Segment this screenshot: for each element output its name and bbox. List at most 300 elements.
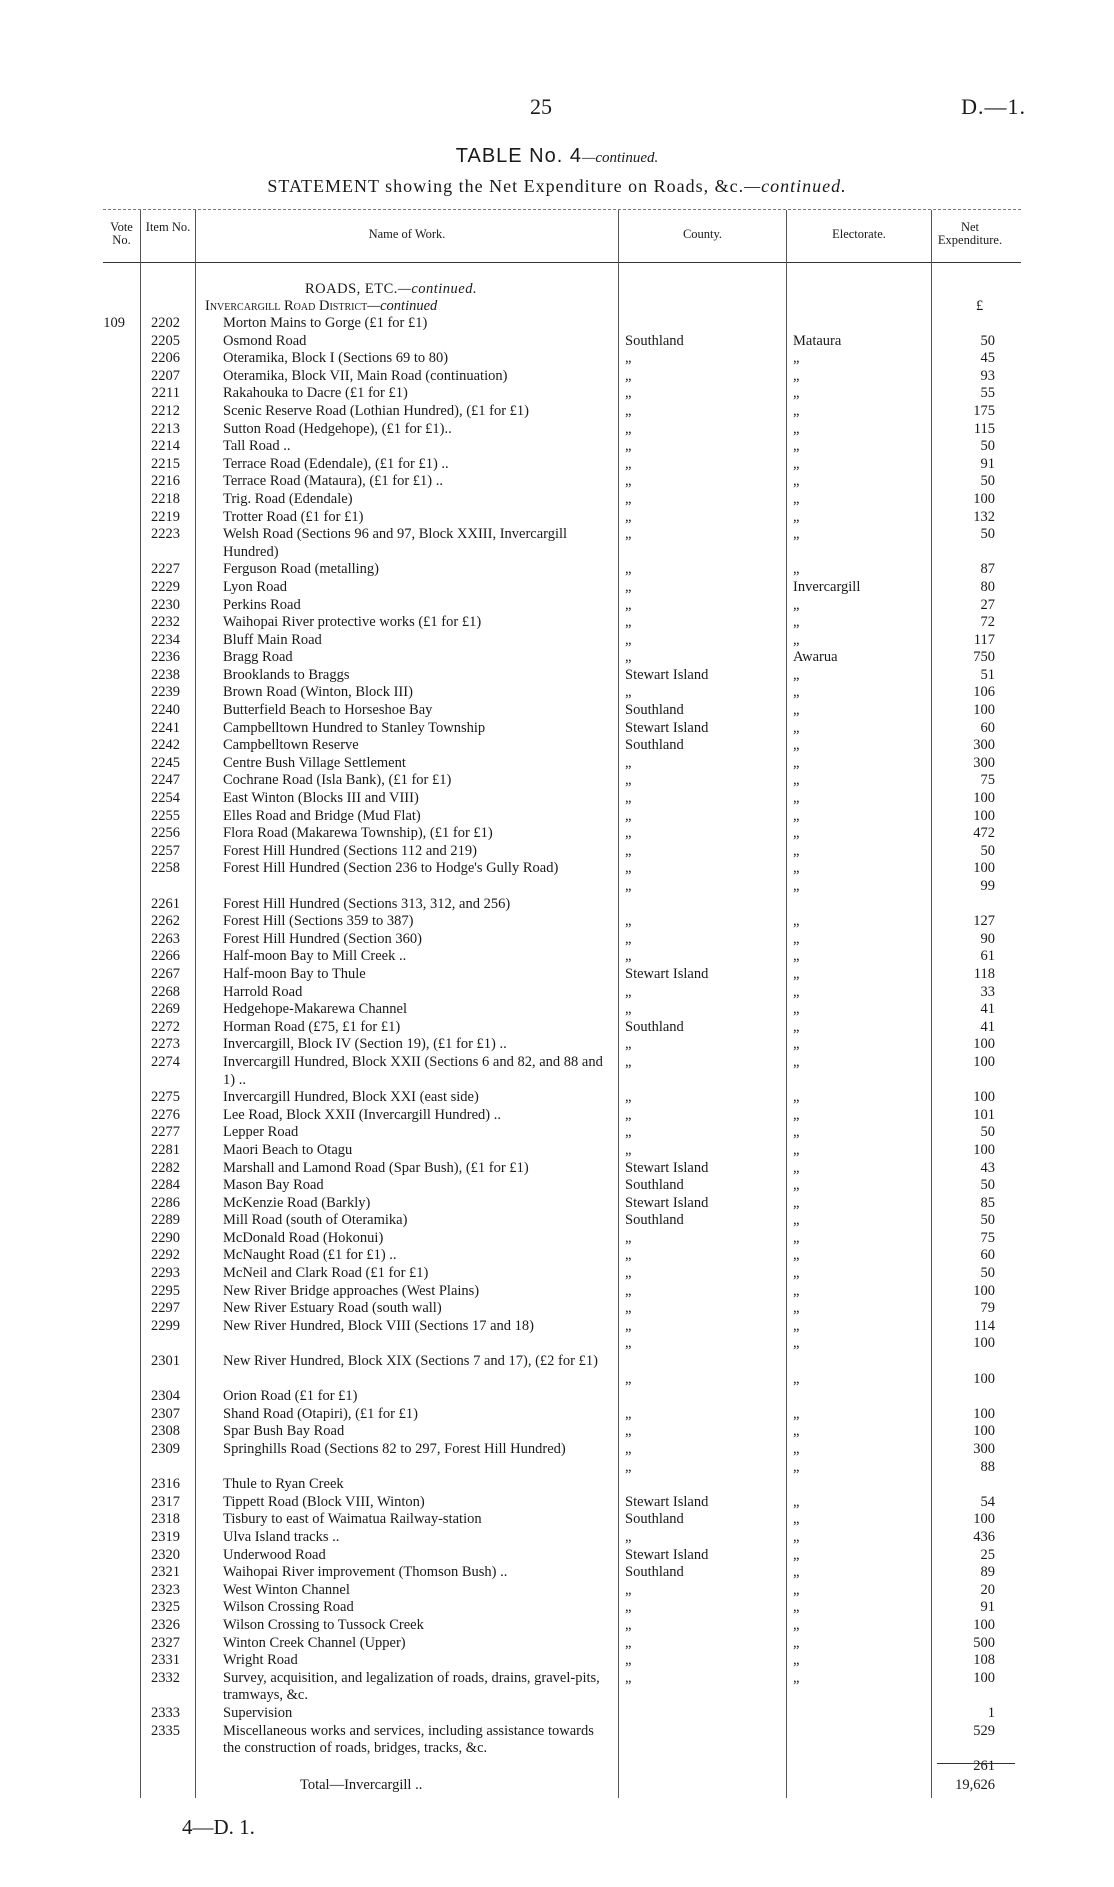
work-name-cell (223, 1283, 607, 1301)
work-name: Wilson Crossing Road (223, 1599, 357, 1615)
county: „ (625, 438, 632, 455)
electorate: „ (793, 1282, 800, 1299)
work-name: Tall Road .. (223, 438, 293, 454)
net-expenditure: 89 (980, 1564, 995, 1581)
item-number: 2318 (151, 1511, 180, 1528)
statement-cont: —continued. (744, 176, 847, 196)
work-name-cell (223, 1142, 607, 1160)
electorate: „ (793, 965, 800, 982)
work-name: Lyon Road (223, 579, 290, 595)
net-expenditure: 50 (980, 438, 995, 455)
net-expenditure: 50 (980, 332, 995, 349)
item-number: 2317 (151, 1493, 180, 1510)
county: Southland (625, 1212, 684, 1229)
work-name: Forest Hill Hundred (Sections 313, 312, and 256) (223, 896, 513, 912)
item-number: 2293 (151, 1265, 180, 1282)
work-name-cell (223, 790, 607, 808)
table-header-rule (103, 262, 1021, 263)
work-name: Hedgehope-Makarewa Channel (223, 1001, 410, 1017)
net-expenditure: 54 (980, 1493, 995, 1510)
county: „ (625, 350, 632, 367)
work-name-cell (223, 1177, 607, 1195)
work-name: Orion Road (£1 for £1) (223, 1388, 361, 1404)
work-name: New River Hundred, Block VIII (Sections 17 and 18) (223, 1318, 537, 1334)
electorate: „ (793, 1265, 800, 1282)
table-row (0, 860, 1114, 895)
net-expenditure: 300 (973, 754, 995, 771)
county: „ (625, 1599, 632, 1616)
electorate: „ (793, 508, 800, 525)
county: „ (625, 684, 632, 701)
net-expenditure: 261 (973, 1757, 995, 1774)
work-name-cell (223, 1124, 607, 1142)
county: „ (625, 1405, 632, 1422)
item-number: 2275 (151, 1089, 180, 1106)
header-name: Name of Work. (368, 227, 446, 241)
electorate: „ (793, 1229, 800, 1246)
county: „ (625, 490, 632, 507)
net-expenditure: 99 (980, 878, 995, 894)
item-number: 2229 (151, 578, 180, 595)
item-number: 2272 (151, 1018, 180, 1035)
work-name: Forest Hill (Sections 359 to 387) (223, 913, 417, 929)
electorate: „ (793, 1441, 800, 1457)
net-expenditure: 33 (980, 983, 995, 1000)
footer-reference: 4—D. 1. (182, 1815, 255, 1839)
work-name-cell (223, 1635, 607, 1653)
electorate: „ (793, 666, 800, 683)
item-number: 2332 (151, 1669, 180, 1686)
county: „ (625, 1317, 632, 1334)
table-top-rule (103, 209, 1021, 210)
county: „ (625, 473, 632, 490)
county: „ (625, 860, 632, 877)
county: Southland (625, 1511, 684, 1528)
work-name-cell (223, 526, 607, 561)
electorate: „ (793, 350, 800, 367)
net-expenditure: 175 (973, 402, 995, 419)
item-number: 2267 (151, 965, 180, 982)
county: Stewart Island (625, 1159, 709, 1176)
net-expenditure: 25 (980, 1546, 995, 1563)
work-name-cell (223, 632, 607, 650)
electorate: „ (793, 1669, 800, 1686)
net-expenditure: 100 (973, 1370, 995, 1387)
net-expenditure: 41 (980, 1018, 995, 1035)
item-number: 2274 (151, 1053, 180, 1070)
county: „ (625, 1106, 632, 1123)
work-name: Bluff Main Road (223, 632, 325, 648)
item-number: 2234 (151, 631, 180, 648)
net-expenditure: 100 (973, 790, 995, 807)
item-number: 2273 (151, 1036, 180, 1053)
work-name-cell (223, 1054, 607, 1089)
work-name: Ulva Island tracks .. (223, 1529, 342, 1545)
electorate: „ (793, 420, 800, 437)
work-name: Invercargill Hundred, Block XXII (Sections 6 and 82, and 88 and 1) .. (223, 1053, 603, 1088)
work-name: Mill Road (south of Oteramika) (223, 1212, 410, 1228)
net-expenditure: 300 (973, 737, 995, 754)
item-number: 2281 (151, 1141, 180, 1158)
county: „ (625, 1634, 632, 1651)
county: „ (625, 1265, 632, 1282)
item-number: 2238 (151, 666, 180, 683)
work-name: Maori Beach to Otagu (223, 1142, 355, 1158)
item-number: 2316 (151, 1476, 180, 1493)
work-name: Scenic Reserve Road (Lothian Hundred), (£1 for £1) (223, 403, 532, 419)
item-number: 2256 (151, 825, 180, 842)
work-name: Trig. Road (Edendale) (223, 491, 356, 507)
work-name: Invercargill, Block IV (Section 19), (£1 for £1) .. (223, 1036, 510, 1052)
electorate: „ (793, 1053, 800, 1070)
net-expenditure: 50 (980, 526, 995, 543)
county: „ (625, 807, 632, 824)
net-expenditure: 51 (980, 666, 995, 683)
electorate: „ (793, 1089, 800, 1106)
electorate: „ (793, 385, 800, 402)
county: „ (625, 1247, 632, 1264)
header-net-expenditure: Net Expenditure. (937, 220, 1003, 247)
work-name-cell (223, 561, 607, 579)
electorate: „ (793, 473, 800, 490)
electorate: „ (793, 790, 800, 807)
work-name-cell (223, 984, 607, 1002)
net-expenditure: 750 (973, 649, 995, 666)
item-number: 2331 (151, 1652, 180, 1669)
item-number: 2230 (151, 596, 180, 613)
item-number: 2284 (151, 1177, 180, 1194)
work-name-cell (223, 333, 607, 351)
net-expenditure: 61 (980, 948, 995, 965)
county: „ (625, 930, 632, 947)
document-reference: D.—1. (961, 94, 1026, 119)
work-name: Forest Hill Hundred (Sections 112 and 219) (223, 843, 480, 859)
electorate: „ (793, 367, 800, 384)
net-expenditure: 91 (980, 1599, 995, 1616)
work-name: Lepper Road (223, 1124, 301, 1140)
county: „ (625, 1036, 632, 1053)
work-name: Forest Hill Hundred (Section 236 to Hodge's Gully Road) (223, 860, 561, 876)
electorate: „ (793, 684, 800, 701)
table-title-cont: —continued. (581, 150, 659, 166)
table-title (0, 145, 1114, 168)
district-cont: —continued (367, 298, 438, 314)
county: „ (625, 1124, 632, 1141)
county: „ (625, 596, 632, 613)
net-expenditure: 87 (980, 561, 995, 578)
county: „ (625, 878, 632, 894)
net-expenditure: 60 (980, 1247, 995, 1264)
work-name: Centre Bush Village Settlement (223, 755, 409, 771)
county: „ (625, 455, 632, 472)
total-amount: 19,626 (955, 1777, 995, 1793)
item-number: 2277 (151, 1124, 180, 1141)
work-name-cell (223, 315, 607, 333)
work-name: Forest Hill Hundred (Section 360) (223, 931, 425, 947)
county: Stewart Island (625, 1546, 709, 1563)
work-name: New River Estuary Road (south wall) (223, 1300, 445, 1316)
electorate: „ (793, 614, 800, 631)
net-expenditure: 100 (973, 1036, 995, 1053)
work-name: Morton Mains to Gorge (£1 for £1) (223, 315, 430, 331)
work-name: Cochrane Road (Isla Bank), (£1 for £1) (223, 772, 454, 788)
item-number: 2295 (151, 1282, 180, 1299)
work-name: Brooklands to Braggs (223, 667, 352, 683)
electorate: „ (793, 1599, 800, 1616)
electorate: „ (793, 1212, 800, 1229)
work-name: Underwood Road (223, 1547, 329, 1563)
net-expenditure: 106 (973, 684, 995, 701)
net-expenditure: 50 (980, 1265, 995, 1282)
work-name: Ferguson Road (metalling) (223, 561, 382, 577)
net-expenditure: 436 (973, 1528, 995, 1545)
table-row (0, 1318, 1114, 1353)
work-name: Tippett Road (Block VIII, Winton) (223, 1494, 428, 1510)
county: Stewart Island (625, 965, 709, 982)
net-expenditure: 85 (980, 1194, 995, 1211)
net-expenditure: 100 (973, 807, 995, 824)
vote-number: 109 (103, 315, 125, 331)
net-expenditure: 100 (973, 702, 995, 719)
item-number: 2321 (151, 1564, 180, 1581)
net-expenditure: 529 (973, 1722, 995, 1739)
header-county: County. (682, 227, 723, 241)
work-name-cell (223, 1705, 607, 1723)
work-name: McNeil and Clark Road (£1 for £1) (223, 1265, 431, 1281)
net-expenditure: 88 (980, 1458, 995, 1475)
work-name-cell (223, 1564, 607, 1582)
county: Stewart Island (625, 719, 709, 736)
item-number: 2297 (151, 1300, 180, 1317)
work-name: New River Bridge approaches (West Plains) (223, 1283, 482, 1299)
work-name: Campbelltown Reserve (223, 737, 362, 753)
net-expenditure: 118 (973, 965, 995, 982)
work-name: West Winton Channel (223, 1582, 353, 1598)
item-number: 2263 (151, 930, 180, 947)
electorate: „ (793, 1564, 800, 1581)
county: „ (625, 614, 632, 631)
electorate: „ (793, 526, 800, 543)
work-name: Wilson Crossing to Tussock Creek (223, 1617, 427, 1633)
net-expenditure: 27 (980, 596, 995, 613)
net-expenditure: 60 (980, 719, 995, 736)
electorate: „ (793, 455, 800, 472)
item-number: 2206 (151, 350, 180, 367)
statement-heading (0, 176, 1114, 197)
net-expenditure: 300 (973, 1441, 995, 1457)
net-expenditure: 500 (973, 1634, 995, 1651)
work-name-cell (223, 1511, 607, 1529)
work-name: Lee Road, Block XXII (Invercargill Hundred) .. (223, 1107, 504, 1123)
county: „ (625, 842, 632, 859)
net-expenditure: 100 (973, 1669, 995, 1686)
item-number: 2240 (151, 702, 180, 719)
net-expenditure: 101 (973, 1106, 995, 1123)
net-expenditure: 100 (973, 1511, 995, 1528)
net-expenditure: 72 (980, 614, 995, 631)
item-number: 2242 (151, 737, 180, 754)
net-expenditure: 100 (973, 860, 995, 877)
item-number: 2212 (151, 402, 180, 419)
item-number: 2309 (151, 1441, 180, 1457)
electorate: „ (793, 913, 800, 930)
electorate: „ (793, 596, 800, 613)
electorate: „ (793, 1634, 800, 1651)
county: „ (625, 1458, 632, 1475)
item-number: 2292 (151, 1247, 180, 1264)
net-expenditure: 117 (973, 631, 995, 648)
county: „ (625, 631, 632, 648)
county: „ (625, 1282, 632, 1299)
item-number: 2245 (151, 754, 180, 771)
county: „ (625, 420, 632, 437)
net-expenditure: 41 (980, 1001, 995, 1018)
work-name-cell (223, 1441, 607, 1459)
work-name-cell (223, 825, 607, 843)
electorate: „ (793, 948, 800, 965)
work-name: Mason Bay Road (223, 1177, 327, 1193)
county: „ (625, 1053, 632, 1070)
electorate: „ (793, 1194, 800, 1211)
work-name-cell (223, 948, 607, 966)
work-name-cell (223, 1353, 607, 1371)
work-name-cell (223, 1019, 607, 1037)
electorate: „ (793, 1616, 800, 1633)
electorate: „ (793, 1124, 800, 1141)
work-name-cell (223, 772, 607, 790)
item-number: 2213 (151, 420, 180, 437)
work-name: Tisbury to east of Waimatua Railway-station (223, 1511, 485, 1527)
work-name: Welsh Road (Sections 96 and 97, Block XXIII, Invercargill Hundred) (223, 526, 568, 560)
work-name-cell (223, 737, 607, 755)
work-name: Sutton Road (Hedgehope), (£1 for £1).. (223, 421, 455, 437)
net-expenditure: 75 (980, 1229, 995, 1246)
work-name-cell (223, 1652, 607, 1670)
county: „ (625, 754, 632, 771)
net-expenditure: 45 (980, 350, 995, 367)
work-name-cell (223, 649, 607, 667)
work-name: Bragg Road (223, 649, 296, 665)
work-name-cell (223, 614, 607, 632)
net-expenditure: 50 (980, 473, 995, 490)
work-name: Half-moon Bay to Thule (223, 966, 369, 982)
electorate: „ (793, 1423, 800, 1440)
electorate: „ (793, 402, 800, 419)
work-name-cell (223, 720, 607, 738)
county: „ (625, 1528, 632, 1545)
net-expenditure: 1 (987, 1704, 995, 1721)
county: „ (625, 1370, 632, 1387)
electorate: „ (793, 1159, 800, 1176)
work-name: Wright Road (223, 1652, 301, 1668)
item-number: 2219 (151, 508, 180, 525)
county: Southland (625, 332, 684, 349)
work-name: Shand Road (Otapiri), (£1 for £1) (223, 1406, 421, 1422)
work-name: Perkins Road (223, 597, 304, 613)
item-number: 2308 (151, 1423, 180, 1440)
county: Southland (625, 1564, 684, 1581)
net-expenditure: 75 (980, 772, 995, 789)
work-name-cell (223, 1617, 607, 1635)
county: „ (625, 1300, 632, 1317)
work-name-cell (223, 579, 607, 597)
section-heading-main: ROADS, ETC. (305, 281, 398, 297)
county: „ (625, 1001, 632, 1018)
county: „ (625, 1089, 632, 1106)
work-name-cell (223, 456, 607, 474)
county: „ (625, 983, 632, 1000)
work-name-cell (223, 438, 607, 456)
item-number: 2211 (151, 385, 180, 402)
electorate: „ (793, 490, 800, 507)
work-name-cell (223, 896, 607, 914)
work-name-cell (223, 509, 607, 527)
item-number: 2254 (151, 790, 180, 807)
work-name-cell (223, 421, 607, 439)
work-name-cell (223, 1476, 607, 1494)
county: „ (625, 948, 632, 965)
work-name: Waihopai River improvement (Thomson Bush) .. (223, 1564, 510, 1580)
work-name-cell (223, 1723, 607, 1758)
header-electorate: Electorate. (832, 227, 886, 241)
table-title-main: TABLE No. 4 (455, 145, 582, 167)
item-number: 2325 (151, 1599, 180, 1616)
county: „ (625, 772, 632, 789)
item-number: 2266 (151, 948, 180, 965)
total-rule (937, 1763, 1015, 1764)
net-expenditure: 472 (973, 825, 995, 842)
work-name: Terrace Road (Mataura), (£1 for £1) .. (223, 473, 446, 489)
work-name-cell (223, 913, 607, 931)
work-name: Springhills Road (Sections 82 to 297, Forest Hill Hundred) (223, 1441, 569, 1457)
net-expenditure: 100 (973, 1335, 995, 1352)
county: „ (625, 1423, 632, 1440)
electorate: „ (793, 1106, 800, 1123)
net-expenditure: 100 (973, 1141, 995, 1158)
item-number: 2247 (151, 772, 180, 789)
net-expenditure: 127 (973, 913, 995, 930)
item-number: 2304 (151, 1388, 180, 1405)
work-name-cell (223, 1036, 607, 1054)
work-name-cell (223, 755, 607, 773)
county: „ (625, 526, 632, 543)
net-expenditure: 100 (973, 1616, 995, 1633)
net-expenditure: 79 (980, 1300, 995, 1317)
electorate: „ (793, 930, 800, 947)
net-expenditure: 20 (980, 1581, 995, 1598)
county: „ (625, 649, 632, 666)
net-expenditure: 114 (973, 1317, 995, 1334)
work-name-cell (223, 1212, 607, 1230)
item-number: 2282 (151, 1159, 180, 1176)
electorate: „ (793, 1511, 800, 1528)
county: „ (625, 1652, 632, 1669)
total-label: Total—Invercargill .. (300, 1777, 423, 1793)
work-name-cell (223, 368, 607, 386)
work-name: Horman Road (£75, £1 for £1) (223, 1019, 403, 1035)
county: „ (625, 385, 632, 402)
net-expenditure: 100 (973, 490, 995, 507)
county: „ (625, 825, 632, 842)
county: „ (625, 790, 632, 807)
net-expenditure: 50 (980, 842, 995, 859)
item-number: 2335 (151, 1722, 180, 1739)
work-name: Invercargill Hundred, Block XXI (east side) (223, 1089, 482, 1105)
work-name: Winton Creek Channel (Upper) (223, 1635, 409, 1651)
electorate: „ (793, 1652, 800, 1669)
electorate: „ (793, 842, 800, 859)
item-number: 2290 (151, 1229, 180, 1246)
